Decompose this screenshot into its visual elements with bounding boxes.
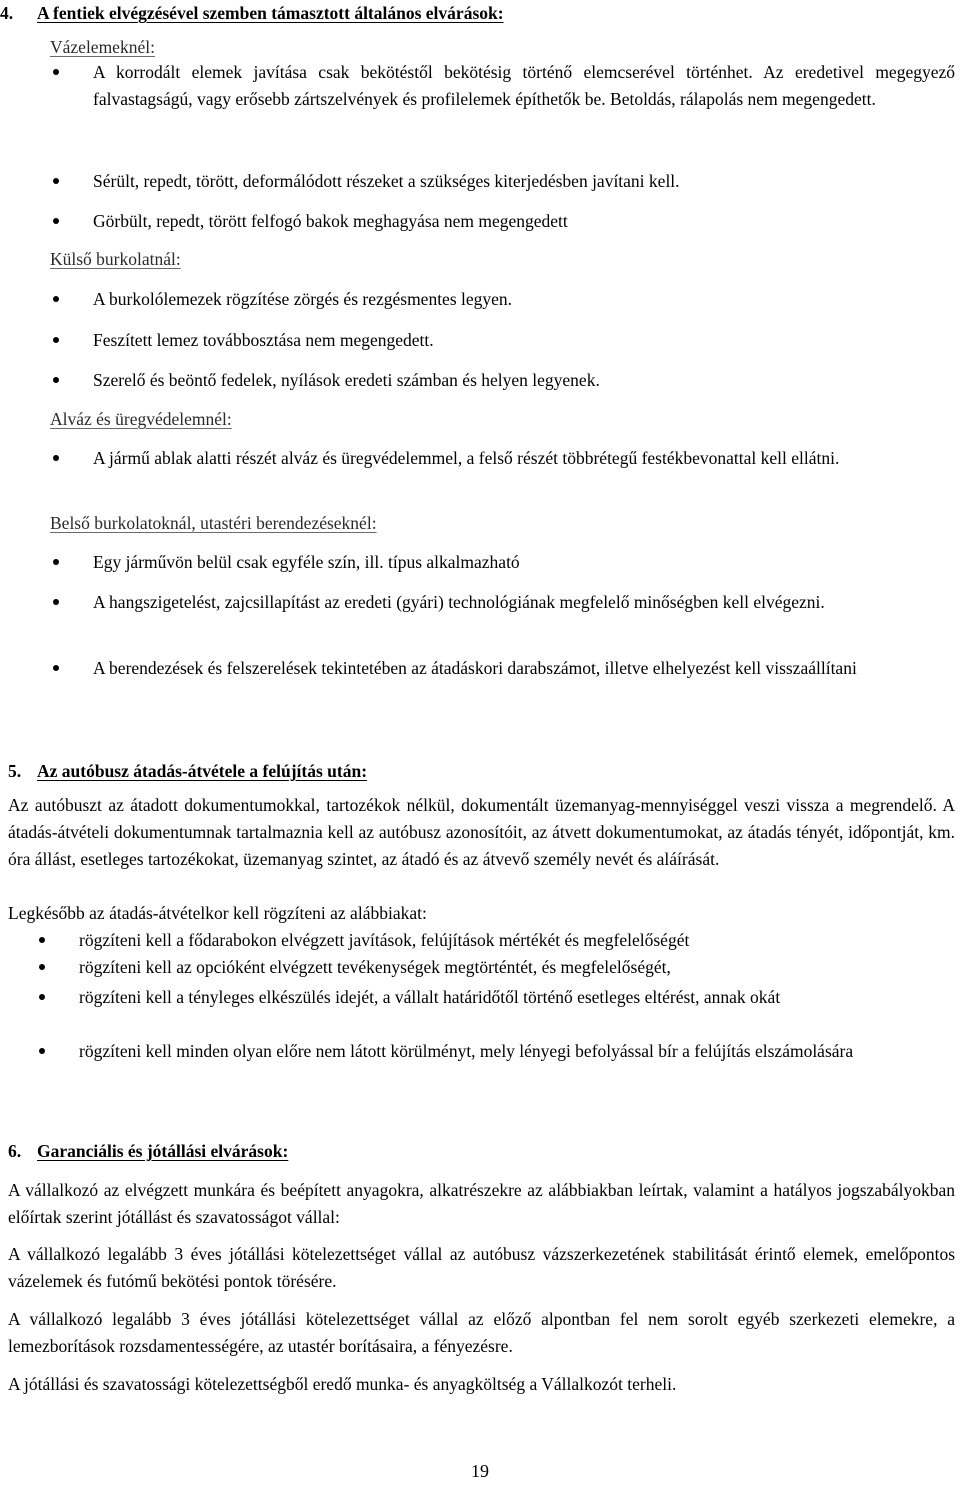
subhead-kulso-burkolat: Külső burkolatnál:	[50, 249, 181, 269]
list-item-vaz-2: Sérült, repedt, törött, deformálódott részeket a szükséges kiterjedésben javítani kell.	[93, 171, 680, 191]
bullet-icon	[53, 377, 59, 383]
section-5-intro: Legkésőbb az átadás-átvételkor kell rögzíteni az alábbiakat:	[8, 903, 427, 923]
section-6-paragraph-2: A vállalkozó legalább 3 éves jótállási kötelezettséget vállal az autóbusz vázszerkezetének stabilitását érintő elemek, emelőpontos vázelemek és futómű bekötési pontok törésére.	[8, 1244, 955, 1291]
bullet-icon	[53, 599, 59, 605]
page-number: 19	[471, 1461, 489, 1481]
section-6-number: 6.	[8, 1141, 22, 1161]
list-item-s5-1: rögzíteni kell a fődarabokon elvégzett javítások, felújítások mértékét és megfelelőségét	[79, 930, 690, 950]
bullet-icon	[39, 1048, 45, 1054]
list-item-belso-2: A hangszigetelést, zajcsillapítást az eredeti (gyári) technológiának megfelelő minőségben kell elvégezni.	[93, 592, 825, 612]
list-item-s5-4: rögzíteni kell minden olyan előre nem látott körülményt, mely lényegi befolyással bír a felújítás elszámolására	[79, 1041, 854, 1061]
list-item-belso-1: Egy járművön belül csak egyféle szín, ill. típus alkalmazható	[93, 552, 520, 572]
bullet-icon	[53, 218, 59, 224]
section-6-paragraph-3: A vállalkozó legalább 3 éves jótállási kötelezettséget vállal az előző alpontban fel nem sorolt egyéb szerkezeti elemekre, a lemezborítások rozsdamentességére, az utastér borításaira, a fényezésre.	[8, 1309, 955, 1356]
list-item-kulso-3: Szerelő és beöntő fedelek, nyílások eredeti számban és helyen legyenek.	[93, 370, 600, 390]
section-5-heading	[8, 758, 367, 785]
section-5-title: Az autóbusz átadás-átvétele a felújítás után:	[37, 761, 368, 781]
bullet-icon	[53, 559, 59, 565]
bullet-icon	[53, 665, 59, 671]
bullet-icon	[53, 178, 59, 184]
section-5-paragraph: Az autóbuszt az átadott dokumentumokkal, tartozékok nélkül, dokumentált üzemanyag-mennyiséggel veszi vissza a megrendelő. A átadás-átvételi dokumentumnak tartalmaznia kell az autóbusz azonosítóit, az átvett dokumentumokat, az átadás tényét, időpontját, km. óra állást, esetleges tartozékokat, üzemanyag szintet, az átadó és az átvevő személy nevét és aláírását.	[8, 795, 955, 869]
bullet-icon	[53, 296, 59, 302]
section-4-heading	[0, 0, 504, 27]
section-6-paragraph-4: A jótállási és szavatossági kötelezettségből eredő munka- és anyagköltség a Vállalkozót terheli.	[8, 1374, 677, 1394]
list-item-vaz-3: Görbült, repedt, törött felfogó bakok meghagyása nem megengedett	[93, 211, 568, 231]
subhead-belso-burkolat: Belső burkolatoknál, utastéri berendezéseknél:	[50, 513, 377, 533]
bullet-icon	[39, 937, 45, 943]
section-6-title: Garanciális és jótállási elvárások:	[37, 1141, 289, 1161]
section-5-number: 5.	[8, 761, 22, 781]
subhead-vazelemek: Vázelemeknél:	[50, 37, 155, 57]
bullet-icon	[39, 964, 45, 970]
bullet-icon	[53, 455, 59, 461]
section-6-heading	[8, 1138, 288, 1165]
section-4-number: 4.	[0, 3, 14, 23]
section-6-paragraph-1: A vállalkozó az elvégzett munkára és beépített anyagokra, alkatrészekre az alábbiakban leírtak, valamint a hatályos jogszabályokban előírtak szerint jótállást és szavatosságot vállal:	[8, 1180, 955, 1227]
list-item-kulso-2: Feszített lemez továbbosztása nem megengedett.	[93, 330, 434, 350]
list-item-kulso-1: A burkolólemezek rögzítése zörgés és rezgésmentes legyen.	[93, 289, 513, 309]
bullet-icon	[53, 69, 59, 75]
list-item-alvaz-1: A jármű ablak alatti részét alváz és üregvédelemmel, a felső részét többrétegű festékbevonattal kell ellátni.	[93, 448, 840, 468]
list-item-s5-3: rögzíteni kell a tényleges elkészülés idejét, a vállalt határidőtől történő esetleges eltérést, annak okát	[79, 987, 781, 1007]
list-item-s5-2: rögzíteni kell az opcióként elvégzett tevékenységek megtörténtét, és megfelelőségét,	[79, 957, 671, 977]
bullet-icon	[53, 337, 59, 343]
list-item-belso-3: A berendezések és felszerelések tekintetében az átadáskori darabszámot, illetve elhelyezést kell visszaállítani	[93, 658, 857, 678]
subhead-alvaz: Alváz és üregvédelemnél:	[50, 409, 232, 429]
bullet-icon	[39, 994, 45, 1000]
list-item-vaz-1: A korrodált elemek javítása csak bekötéstől bekötésig történő elemcserével történhet. Az eredetivel megegyező falvastagságú, vagy erősebb zártszelvények és profilelemek építhetők be. Betoldás, rálapolás nem megengedett.	[93, 62, 955, 109]
section-4-title: A fentiek elvégzésével szemben támasztott általános elvárások:	[37, 3, 504, 23]
